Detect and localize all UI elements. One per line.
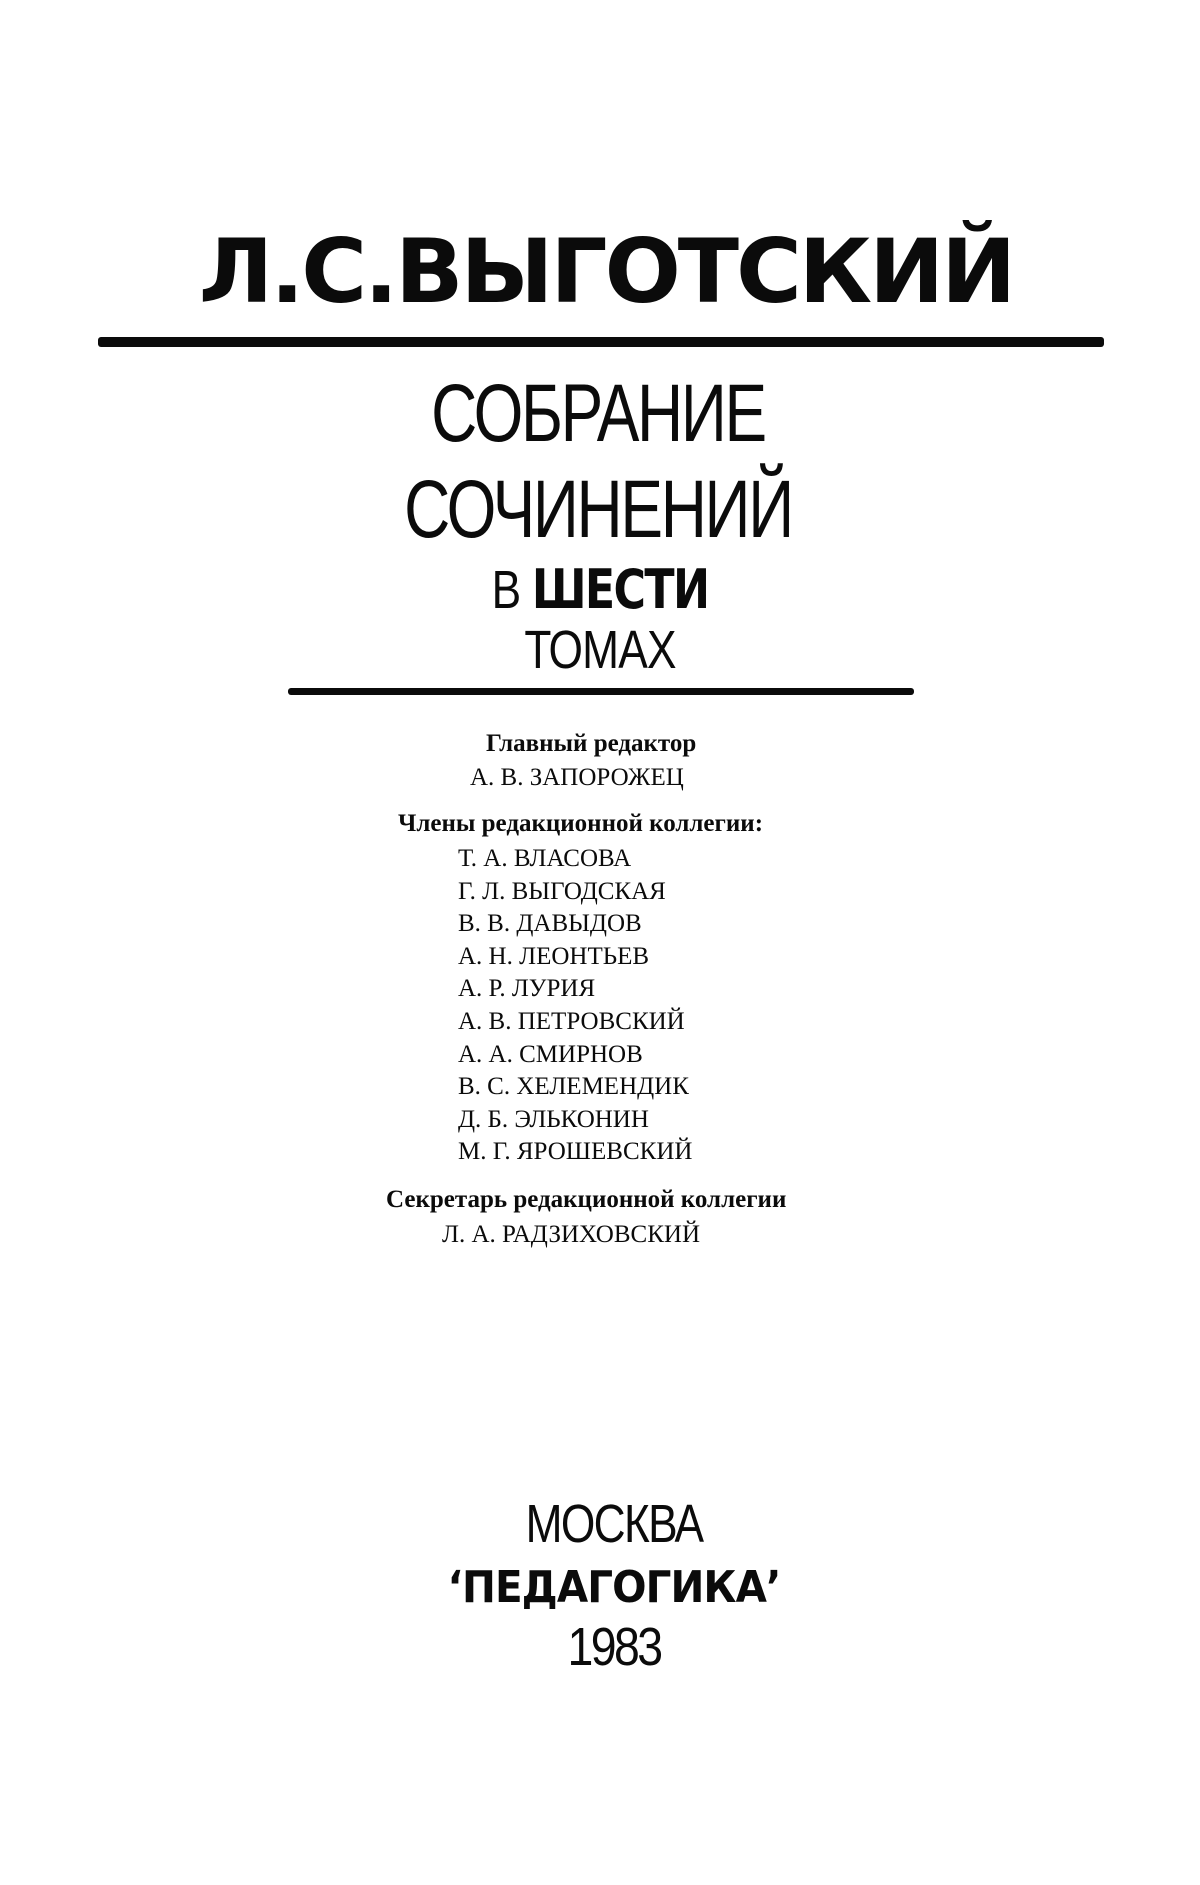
author-name: Л.С.ВЫГОТСКИЙ: [198, 220, 1014, 323]
board-member: А. В. ПЕТРОВСКИЙ: [458, 1007, 685, 1035]
imprint-publisher: ‘ПЕДАГОГИКА’: [447, 1562, 781, 1613]
secretary-name: Л. А. РАДЗИХОВСКИЙ: [442, 1221, 700, 1248]
volumes-prefix: В: [491, 560, 521, 620]
imprint-city: МОСКВА: [525, 1494, 703, 1554]
secretary-label: Секретарь редакционной коллегии: [386, 1186, 787, 1213]
imprint-year: 1983: [567, 1617, 661, 1677]
volumes-suffix: ТОМАХ: [524, 620, 676, 680]
chief-editor-name: А. В. ЗАПОРОЖЕЦ: [470, 764, 684, 791]
board-member: В. С. ХЕЛЕМЕНДИК: [458, 1073, 689, 1101]
board-member: Г. Л. ВЫГОДСКАЯ: [458, 877, 666, 905]
board-member: А. Р. ЛУРИЯ: [458, 975, 596, 1003]
board-member: Т. А. ВЛАСОВА: [458, 845, 632, 872]
volumes-count: ШЕСТИ: [531, 558, 709, 621]
volumes-line: [108, 560, 1092, 620]
title-line-2: СОЧИНЕНИЙ: [404, 464, 792, 555]
board-member: М. Г. ЯРОШЕВСКИЙ: [458, 1138, 693, 1166]
board-member: В. В. ДАВЫДОВ: [458, 910, 642, 938]
board-member: А. Н. ЛЕОНТЬЕВ: [458, 942, 650, 970]
board-member: А. А. СМИРНОВ: [458, 1040, 643, 1068]
chief-editor-label: Главный редактор: [486, 730, 697, 757]
board-member: Д. Б. ЭЛЬКОНИН: [458, 1105, 649, 1133]
title-line-1: СОБРАНИЕ: [431, 368, 765, 459]
top-divider: [98, 337, 1104, 347]
board-members-list: [458, 843, 692, 1169]
board-label: Члены редакционной коллегии:: [398, 810, 764, 837]
middle-divider: [288, 688, 914, 695]
